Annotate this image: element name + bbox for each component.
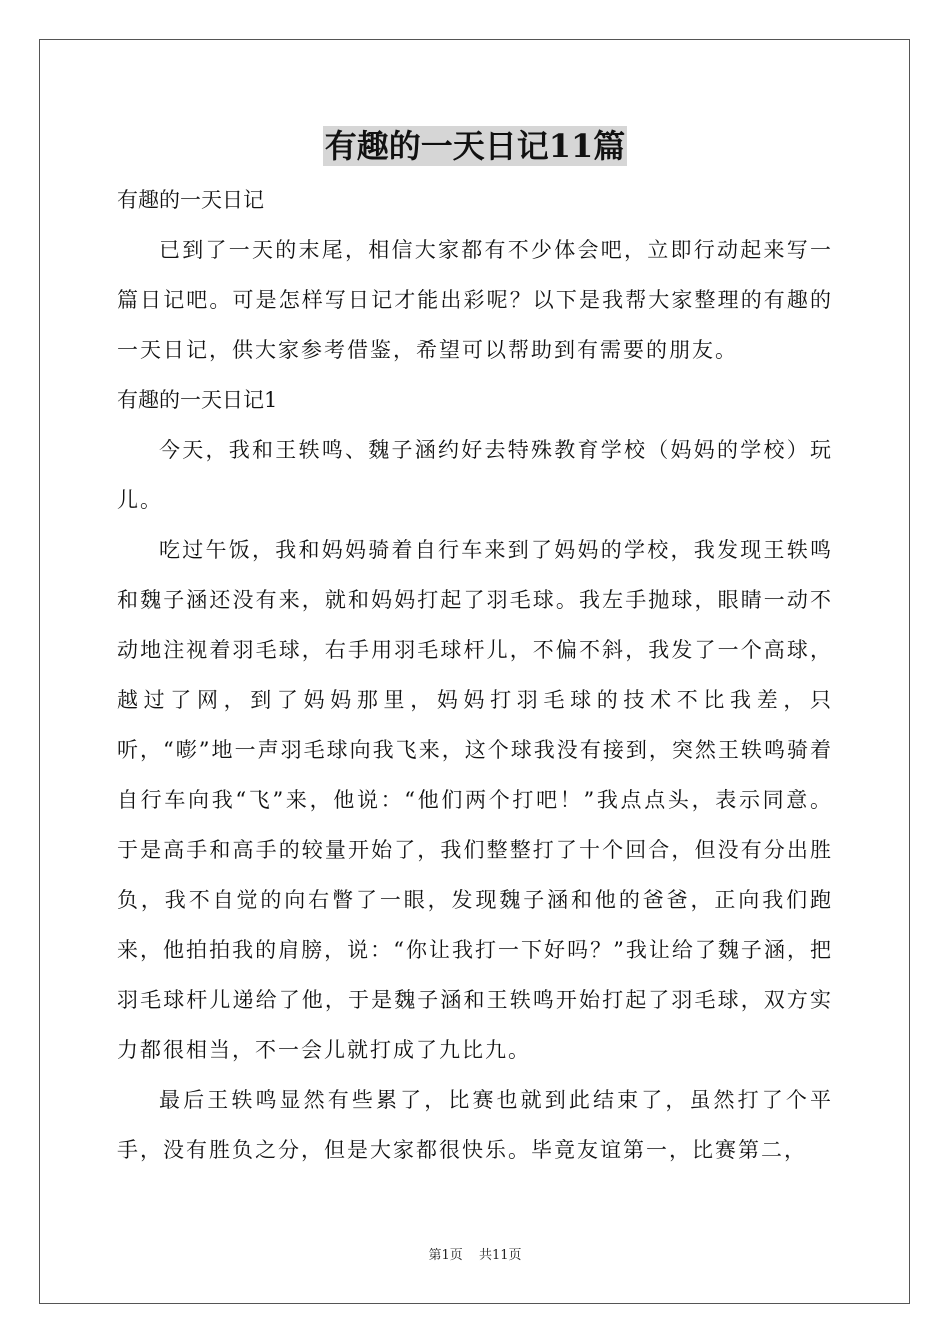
- title-wrapper: [0, 126, 950, 166]
- page-total: 共11页: [478, 1248, 522, 1263]
- document-subtitle: 有趣的一天日记: [117, 188, 264, 212]
- body-paragraph-1: 今天，我和王轶鸣、魏子涵约好去特殊教育学校（妈妈的学校）玩儿。: [117, 438, 833, 512]
- document-title: 有趣的一天日记11篇: [324, 127, 626, 165]
- page-number: 第1页: [428, 1248, 463, 1263]
- intro-paragraph: 已到了一天的末尾，相信大家都有不少体会吧，立即行动起来写一篇日记吧。可是怎样写日记才能出彩呢？以下是我帮大家整理的有趣的一天日记，供大家参考借鉴，希望可以帮助到有需要的朋友。: [117, 238, 833, 362]
- body-paragraph-3: 最后王轶鸣显然有些累了，比赛也就到此结束了，虽然打了个平手，没有胜负之分，但是大家都很快乐。毕竟友谊第一，比赛第二，: [117, 1088, 833, 1162]
- section-heading-1: 有趣的一天日记1: [117, 388, 278, 412]
- document-body: [117, 175, 833, 1175]
- page-footer: [0, 1247, 950, 1265]
- body-paragraph-2: 吃过午饭，我和妈妈骑着自行车来到了妈妈的学校，我发现王轶鸣和魏子涵还没有来，就和妈妈打起了羽毛球。我左手抛球，眼睛一动不动地注视着羽毛球，右手用羽毛球杆儿，不偏不斜，我发了一个高球，越过了网，到了妈妈那里，妈妈打羽毛球的技术不比我差，只听，“嘭”地一声羽毛球向我飞来，这个球我没有接到，突然王轶鸣骑着自行车向我“飞”来，他说：“他们两个打吧！”我点点头，表示同意。于是高手和高手的较量开始了，我们整整打了十个回合，但没有分出胜负，我不自觉的向右瞥了一眼，发现魏子涵和他的爸爸，正向我们跑来，他拍拍我的肩膀，说：“你让我打一下好吗？”我让给了魏子涵，把羽毛球杆儿递给了他，于是魏子涵和王轶鸣开始打起了羽毛球，双方实力都很相当，不一会儿就打成了九比九。: [117, 538, 833, 1062]
